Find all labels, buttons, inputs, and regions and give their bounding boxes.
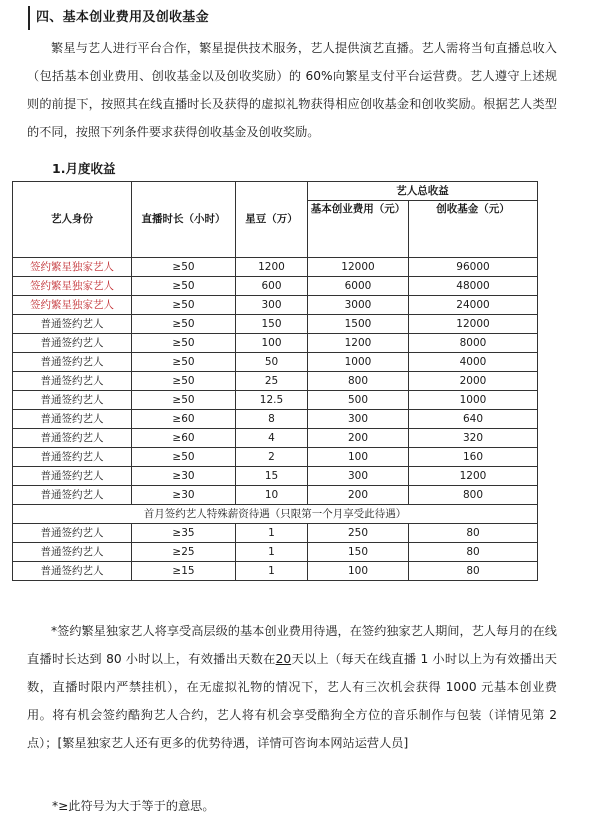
cell-fund: 1000 [409,391,538,410]
cell-stars: 1 [236,524,308,543]
exclusive-text-part1: *签约繁星独家艺人将享受高层级的基本创业费用待遇，在签约独家艺人期间，艺人每月的在线直播时长达到 80 小时以上，有效播出天数在 [27,624,557,666]
cell-stars: 12.5 [236,391,308,410]
cell-hours: ≥50 [132,334,236,353]
cell-base-fee: 6000 [308,277,409,296]
table-row [13,543,538,562]
cell-base-fee: 500 [308,391,409,410]
cell-stars: 15 [236,467,308,486]
cell-hours: ≥15 [132,562,236,581]
cell-base-fee: 3000 [308,296,409,315]
cell-hours: ≥50 [132,353,236,372]
cell-fund: 8000 [409,334,538,353]
cell-hours: ≥50 [132,315,236,334]
cell-identity: 普通签约艺人 [13,372,132,391]
cell-base-fee: 1000 [308,353,409,372]
table-body [13,258,538,505]
header-base-fee: 基本创业费用（元） [308,201,409,258]
header-identity: 艺人身份 [13,182,132,258]
cell-hours: ≥50 [132,296,236,315]
cell-hours: ≥30 [132,467,236,486]
cell-fund: 160 [409,448,538,467]
cell-base-fee: 300 [308,410,409,429]
cell-identity: 签约繁星独家艺人 [13,296,132,315]
cell-stars: 300 [236,296,308,315]
cell-fund: 2000 [409,372,538,391]
cell-hours: ≥50 [132,391,236,410]
cell-base-fee: 1200 [308,334,409,353]
table-row [13,562,538,581]
exclusive-text-part2: 天以上（每天在线直播 1 小时以上为有效播出天数，直播时限内严禁挂机），在无虚拟礼物的情况下，艺人有三次机会获得 1000 元基本创业费用。将有机会签约酷狗艺人合约，艺人将有机会享受酷狗全方位的音乐制作与包装（详情见第 2 点）；[繁星独家艺人还有更多的优势待遇，详情可咨询本网站运营人员] [27,652,557,750]
cell-fund: 80 [409,562,538,581]
cell-stars: 1200 [236,258,308,277]
cell-hours: ≥60 [132,429,236,448]
cell-identity: 普通签约艺人 [13,315,132,334]
cell-fund: 640 [409,410,538,429]
header-stars: 星豆（万） [236,182,308,258]
cell-fund: 24000 [409,296,538,315]
cell-base-fee: 200 [308,486,409,505]
cell-fund: 96000 [409,258,538,277]
cell-identity: 普通签约艺人 [13,429,132,448]
table-row [13,334,538,353]
cell-stars: 150 [236,315,308,334]
cell-stars: 600 [236,277,308,296]
cell-fund: 80 [409,543,538,562]
cell-identity: 签约繁星独家艺人 [13,277,132,296]
table-row [13,524,538,543]
cell-fund: 4000 [409,353,538,372]
cell-base-fee: 150 [308,543,409,562]
cell-stars: 1 [236,562,308,581]
table-row [13,258,538,277]
cell-hours: ≥25 [132,543,236,562]
table-row [13,353,538,372]
cell-identity: 普通签约艺人 [13,448,132,467]
cell-stars: 100 [236,334,308,353]
cell-base-fee: 800 [308,372,409,391]
cell-hours: ≥50 [132,448,236,467]
table-row [13,277,538,296]
cell-identity: 普通签约艺人 [13,410,132,429]
cell-hours: ≥60 [132,410,236,429]
table-row [13,486,538,505]
cell-base-fee: 12000 [308,258,409,277]
table-row [13,296,538,315]
cell-fund: 48000 [409,277,538,296]
table-row [13,315,538,334]
cell-stars: 25 [236,372,308,391]
special-table-body [13,524,538,581]
table-row [13,448,538,467]
special-note: 首月签约艺人特殊薪资待遇（只限第一个月享受此待遇） [13,505,538,524]
cell-identity: 普通签约艺人 [13,562,132,581]
table-row [13,410,538,429]
cell-stars: 2 [236,448,308,467]
cell-stars: 4 [236,429,308,448]
cell-hours: ≥50 [132,258,236,277]
cell-identity: 普通签约艺人 [13,334,132,353]
cell-stars: 50 [236,353,308,372]
cell-hours: ≥35 [132,524,236,543]
cell-base-fee: 200 [308,429,409,448]
section-heading: 四、基本创业费用及创收基金 [28,6,209,30]
cell-fund: 320 [409,429,538,448]
cell-base-fee: 100 [308,562,409,581]
cell-fund: 800 [409,486,538,505]
footnote: *≥此符号为大于等于的意思。 [52,799,215,813]
cell-base-fee: 100 [308,448,409,467]
cell-hours: ≥50 [132,277,236,296]
cell-fund: 1200 [409,467,538,486]
monthly-income-table [12,181,538,581]
table-row [13,429,538,448]
cell-identity: 普通签约艺人 [13,391,132,410]
header-total-income: 艺人总收益 [308,182,538,201]
table-row [13,391,538,410]
cell-base-fee: 250 [308,524,409,543]
cell-base-fee: 1500 [308,315,409,334]
table-row [13,467,538,486]
cell-identity: 普通签约艺人 [13,543,132,562]
cell-identity: 普通签约艺人 [13,353,132,372]
cell-base-fee: 300 [308,467,409,486]
cell-identity: 普通签约艺人 [13,486,132,505]
cell-identity: 普通签约艺人 [13,467,132,486]
exclusive-days-underlined: 20 [275,652,292,666]
cell-fund: 12000 [409,315,538,334]
intro-paragraph: 繁星与艺人进行平台合作，繁星提供技术服务，艺人提供演艺直播。艺人需将当旬直播总收入（包括基本创业费用、创收基金以及创收奖励）的 60%向繁星支付平台运营费。艺人遵守上述规则的前提下，按照其在线直播时长及获得的虚拟礼物获得相应创收基金和创收奖励。根据艺人类型的不同，按照下列条件要求获得创收基金及创收奖励。 [27,41,557,139]
header-hours: 直播时长（小时） [132,182,236,258]
cell-stars: 8 [236,410,308,429]
special-note-row [13,505,538,524]
table-row [13,372,538,391]
cell-hours: ≥30 [132,486,236,505]
cell-identity: 普通签约艺人 [13,524,132,543]
cell-stars: 1 [236,543,308,562]
cell-fund: 80 [409,524,538,543]
exclusive-benefits-paragraph [27,617,557,757]
cell-hours: ≥50 [132,372,236,391]
cell-identity: 签约繁星独家艺人 [13,258,132,277]
header-fund: 创收基金（元） [409,201,538,258]
cell-stars: 10 [236,486,308,505]
monthly-income-title: 1.月度收益 [52,161,116,176]
